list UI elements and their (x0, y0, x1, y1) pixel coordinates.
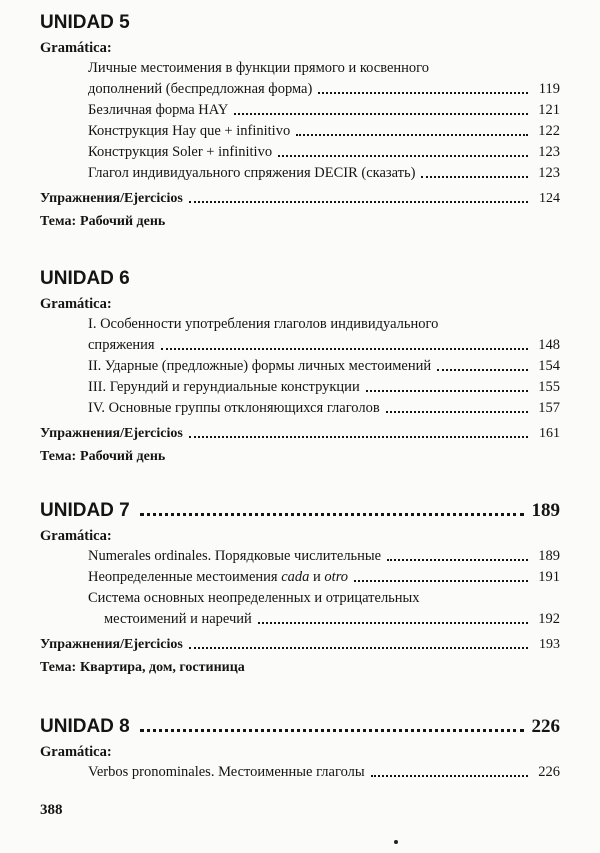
exercises-entry (40, 423, 560, 444)
section-heading: Gramática: (40, 40, 112, 56)
section-heading: Gramática: (40, 744, 112, 760)
unit-title: UNIDAD 6 (40, 268, 130, 289)
topic-value: Квартира, дом, гостиница (80, 660, 245, 675)
entry-page: 121 (538, 102, 560, 118)
unit-heading (40, 712, 560, 742)
toc-entry (40, 377, 560, 398)
entry-page: 119 (538, 81, 560, 97)
entry-title: Глагол индивидуального спряжения DECIR (сказать) (88, 165, 416, 181)
toc-entry (40, 588, 560, 630)
unit-page: 189 (531, 500, 560, 521)
dot-leader (387, 559, 528, 561)
unit-8 (40, 712, 560, 783)
topic-label: Тема: (40, 214, 77, 229)
entry-page: 154 (538, 358, 560, 374)
topic-label: Тема: (40, 449, 77, 464)
entry-title-line2: спряжения (88, 337, 155, 353)
entry-title: Конструкция Hay que + infinitivo (88, 123, 291, 139)
topic-value: Рабочий день (80, 214, 166, 229)
toc-entry (40, 163, 560, 184)
entry-title: Verbos pronominales. Местоименные глаголы (88, 764, 365, 780)
entry-title: Безличная форма HAY (88, 102, 229, 118)
section-heading: Gramática: (40, 296, 112, 312)
dot-leader (386, 411, 528, 413)
toc-entry (40, 356, 560, 377)
unit-page: 226 (531, 716, 560, 737)
exercises-label: Упражнения/Ejercicios (40, 426, 183, 441)
section-heading: Gramática: (40, 528, 112, 544)
exercises-label: Упражнения/Ejercicios (40, 637, 183, 652)
entry-page: 155 (538, 379, 560, 395)
entry-title-line2: местоимений и наречий (104, 611, 252, 627)
dot-leader (371, 775, 528, 777)
dot-leader (366, 390, 528, 392)
entry-title: II. Ударные (предложные) формы личных местоимений (88, 358, 432, 374)
page-number: 388 (40, 802, 63, 818)
dot-leader (189, 647, 528, 649)
topic-value: Рабочий день (80, 449, 166, 464)
unit-7 (40, 496, 560, 677)
dot-leader (161, 348, 528, 350)
entry-page: 157 (538, 400, 560, 416)
dot-leader (354, 580, 528, 582)
dot-leader (234, 113, 528, 115)
topic-line (40, 444, 560, 466)
toc-entry (40, 762, 560, 783)
exercises-page: 124 (539, 191, 560, 206)
unit-heading (40, 264, 560, 294)
dot-leader (140, 513, 524, 516)
exercises-label: Упражнения/Ejercicios (40, 191, 183, 206)
toc-entry (40, 100, 560, 121)
entry-title-line1: I. Особенности употребления глаголов индивидуального (88, 316, 439, 332)
entry-page: 191 (538, 569, 560, 585)
entry-title: III. Герундий и герундиальные конструкции (88, 379, 360, 395)
dot-leader (437, 369, 528, 371)
dot-leader (189, 436, 528, 438)
entry-title: Numerales ordinales. Порядковые числительные (88, 548, 382, 564)
entry-page: 189 (538, 548, 560, 564)
exercises-page: 193 (539, 637, 560, 652)
toc-entry (40, 142, 560, 163)
entry-page: 148 (538, 337, 560, 353)
entry-page: 122 (538, 123, 560, 139)
entry-title-line1: Личные местоимения в функции прямого и косвенного (88, 60, 430, 76)
entry-title: IV. Основные группы отклоняющихся глаголов (88, 400, 380, 416)
topic-line (40, 655, 560, 677)
entry-page: 226 (538, 764, 560, 780)
entry-title: Неопределенные местоимения cada и otro (88, 569, 349, 585)
dot-leader (140, 729, 524, 732)
unit-title: UNIDAD 7 (40, 500, 130, 521)
exercises-entry (40, 188, 560, 209)
toc-entry (40, 567, 560, 588)
dot-leader (189, 201, 528, 203)
topic-line (40, 209, 560, 231)
entry-page: 123 (538, 144, 560, 160)
unit-title: UNIDAD 5 (40, 12, 130, 33)
topic-label: Тема: (40, 660, 77, 675)
dot-leader (421, 176, 528, 178)
print-speck (394, 840, 398, 844)
entry-page: 123 (538, 165, 560, 181)
exercises-entry (40, 634, 560, 655)
unit-5 (40, 8, 560, 231)
toc-entry (40, 398, 560, 419)
entry-page: 192 (538, 611, 560, 627)
entry-title-line1: Система основных неопределенных и отрицательных (88, 590, 420, 606)
dot-leader (318, 92, 528, 94)
dot-leader (296, 134, 528, 136)
entry-title: Конструкция Soler + infinitivo (88, 144, 273, 160)
unit-title: UNIDAD 8 (40, 716, 130, 737)
toc-entry (40, 546, 560, 567)
unit-heading (40, 496, 560, 526)
unit-6 (40, 264, 560, 466)
dot-leader (258, 622, 528, 624)
dot-leader (278, 155, 528, 157)
toc-entry (40, 314, 560, 356)
exercises-page: 161 (539, 426, 560, 441)
unit-heading (40, 8, 560, 38)
toc-entry (40, 58, 560, 100)
toc-entry (40, 121, 560, 142)
entry-title-line2: дополнений (беспредложная форма) (88, 81, 313, 97)
